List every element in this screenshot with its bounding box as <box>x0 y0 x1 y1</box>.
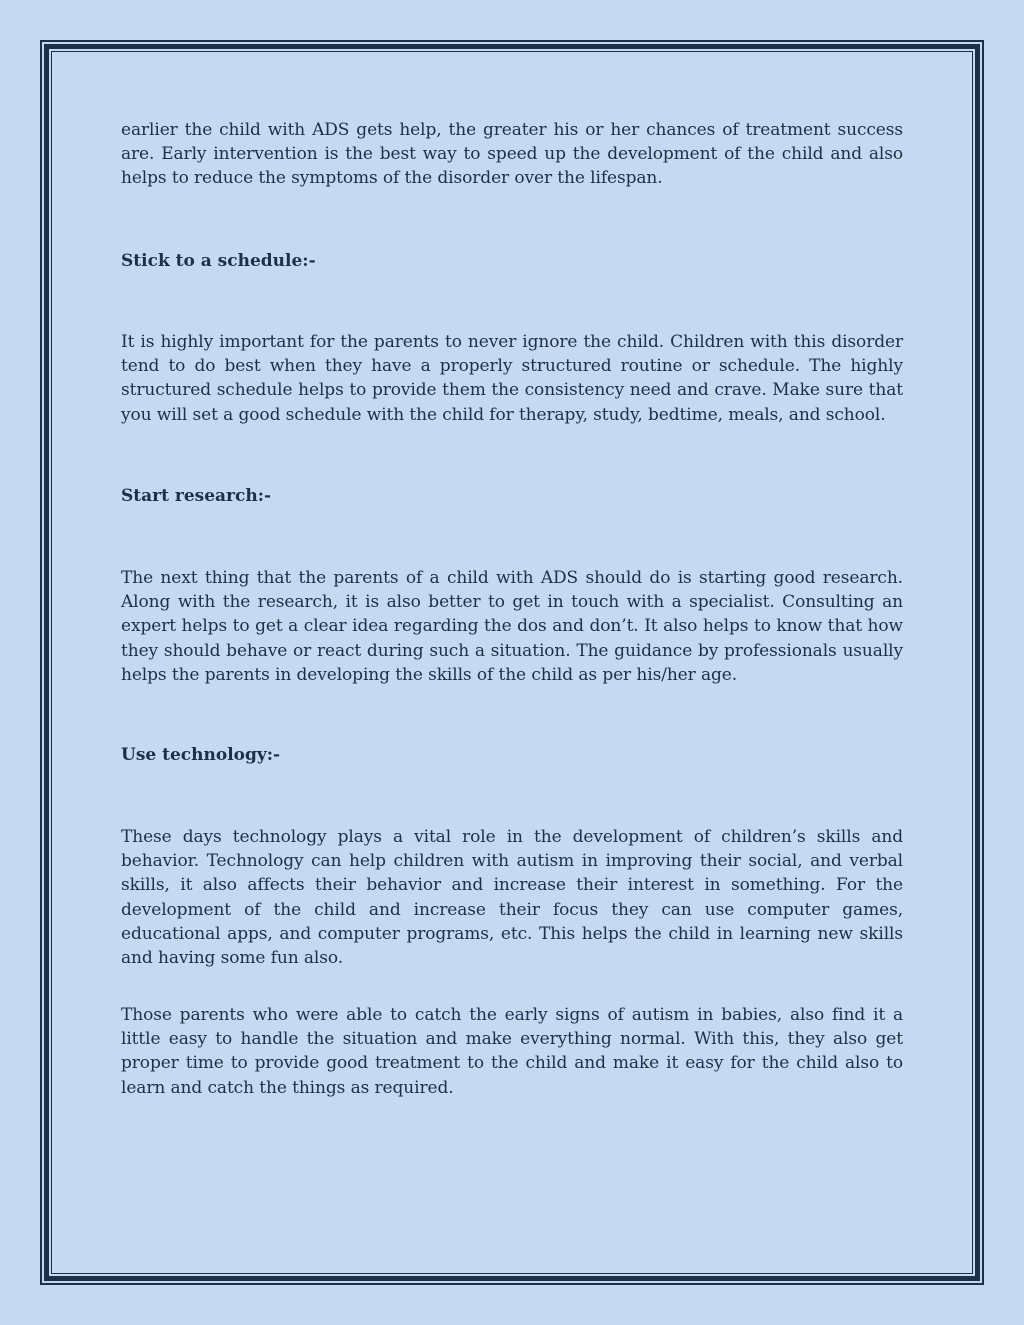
heading-use-technology: Use technology:- <box>121 745 281 765</box>
paragraph-closing: Those parents who were able to catch the early signs of autism in babies, also find it a little easy to handle the situation and make everything normal. With this, they also get proper time to provide good treatment to the child and make it easy for the child also to learn and catch the things as required. <box>121 1005 903 1098</box>
paragraph-early-intervention: earlier the child with ADS gets help, the greater his or her chances of treatment success are. Early intervention is the best way to speed up the development of the child and also helps to reduce the symptoms of the disorder over the lifespan. <box>121 120 903 189</box>
paragraph-research: The next thing that the parents of a child with ADS should do is starting good research. Along with the research, it is also better to get in touch with a specialist. Consulting an expert helps to get a clear idea regarding the dos and don’t. It also helps to know that how they should behave or react during such a situation. The guidance by professionals usually helps the parents in developing the skills of the child as per his/her age. <box>121 568 903 685</box>
heading-stick-to-schedule: Stick to a schedule:- <box>121 251 316 271</box>
paragraph-schedule: It is highly important for the parents to never ignore the child. Children with this disorder tend to do best when they have a properly structured routine or schedule. The highly structured schedule helps to provide them the consistency need and crave. Make sure that you will set a good schedule with the child for therapy, study, bedtime, meals, and school. <box>121 332 903 425</box>
heading-start-research: Start research:- <box>121 486 272 506</box>
paragraph-technology: These days technology plays a vital role in the development of children’s skills and behavior. Technology can help children with autism in improving their social, and verbal skills, it also affects their behavior and increase their interest in something. For the development of the child and increase their focus they can use computer games, educational apps, and computer programs, etc. This helps the child in learning new skills and having some fun also. <box>121 827 903 969</box>
